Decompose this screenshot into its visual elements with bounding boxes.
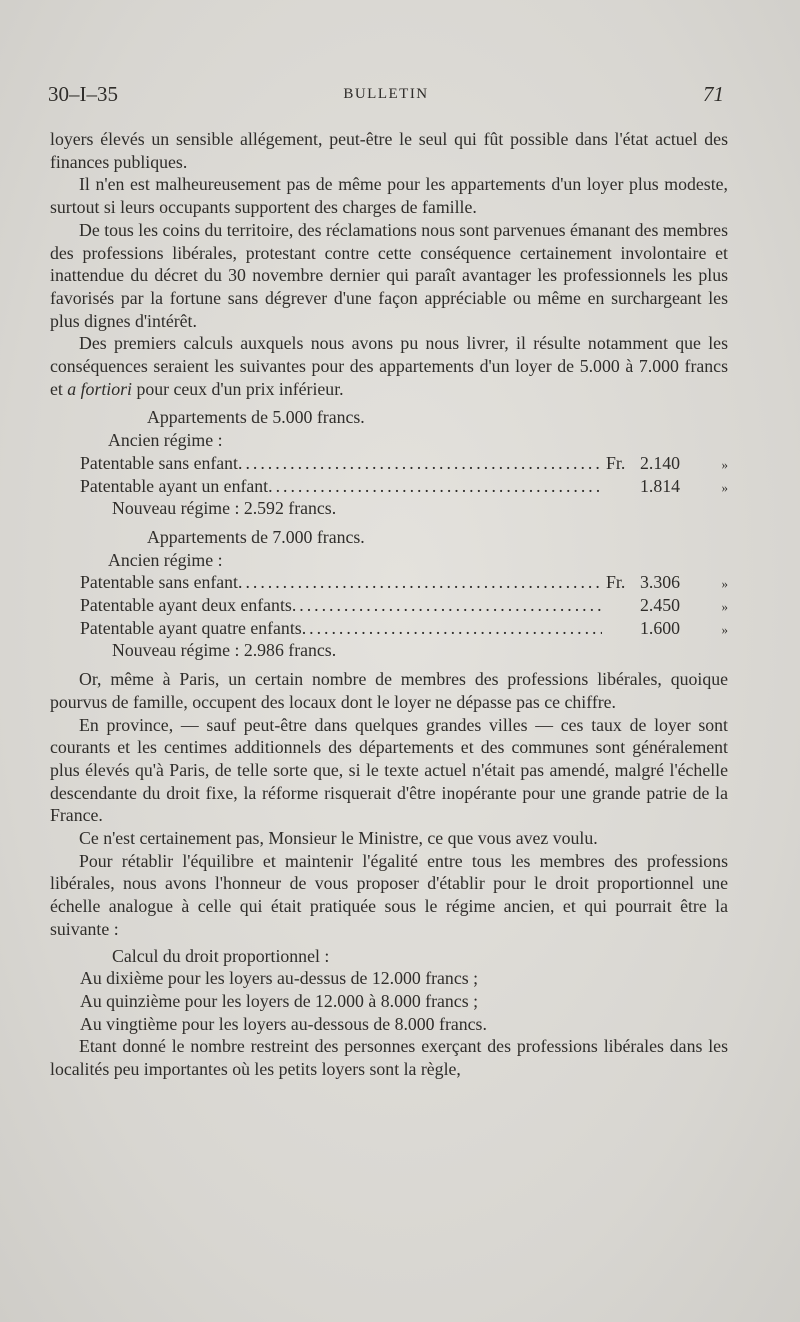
leader-dots	[302, 617, 602, 640]
paragraph-3: De tous les coins du territoire, des réclamations nous sont parvenues émanant des membres des professions libérales, protestant contre cette conséquence certainement involontaire et inattendue du décret du 30 novembre dernier qui paraît avantager les professionnels les plus favorisés par la fortune sans dégrever d'une façon appréciable ou même en surchargeant les plus dignes d'intérêt.	[50, 219, 728, 331]
paragraph-9: Etant donné le nombre restreint des personnes exerçant des professions libérales dans les localités peu importantes où les petits loyers sont la règle,	[50, 1036, 728, 1080]
table-title: Appartements de 5.000 francs.	[147, 407, 365, 428]
nouveau-regime: Nouveau régime : 2.986 francs.	[112, 640, 337, 661]
table-appartements-5000	[50, 406, 728, 519]
row-value: 2.450	[640, 595, 681, 616]
ancien-regime-label: Ancien régime :	[108, 549, 223, 570]
header-date: 30–I–35	[48, 82, 118, 106]
table-row	[50, 617, 728, 640]
page-number: 71	[703, 82, 724, 106]
table-row	[50, 571, 728, 594]
ditto-mark: »	[721, 479, 728, 495]
row-value: 1.600	[640, 617, 681, 638]
calcul-line: Au vingtième pour les loyers au-dessous de 8.000 francs.	[80, 1013, 487, 1034]
paragraph-2: Il n'en est malheureusement pas de même pour les appartements d'un loyer plus modeste, surtout si leurs occupants supportent des charges de famille.	[50, 174, 728, 218]
nouveau-regime: Nouveau régime : 2.592 francs.	[112, 498, 337, 519]
page-header	[48, 82, 724, 108]
currency-prefix: Fr.	[606, 572, 626, 593]
leader-dots	[268, 475, 602, 498]
paragraph-1: loyers élevés un sensible allégement, peut-être le seul qui fût possible dans l'état actuel des finances publiques.	[50, 129, 728, 172]
table-appartements-7000	[50, 526, 728, 662]
table-row	[50, 475, 728, 498]
calcul-line: Au quinzième pour les loyers de 12.000 à 8.000 francs ;	[80, 990, 479, 1011]
emphasis-a-fortiori: a fortiori	[67, 378, 132, 399]
table-row	[50, 452, 728, 475]
row-value: 1.814	[640, 475, 681, 496]
paragraph-4-text-end: pour ceux d'un prix inférieur.	[132, 378, 344, 399]
row-label: Patentable sans enfant	[80, 452, 238, 473]
table-row	[50, 594, 728, 617]
ditto-mark: »	[721, 621, 728, 637]
ancien-regime-label: Ancien régime :	[108, 430, 223, 451]
paragraph-4-text: Des premiers calculs auxquels nous avons pu nous livrer, il résulte notamment que les conséquences seraient les suivantes pour des appartements d'un loyer de 5.000 à 7.000 francs et	[50, 333, 728, 399]
leader-dots	[238, 571, 602, 594]
table-title: Appartements de 7.000 francs.	[147, 526, 365, 547]
page-body	[50, 128, 728, 1081]
header-title: BULLETIN	[343, 86, 429, 102]
ditto-mark: »	[721, 599, 728, 615]
paragraph-6: En province, — sauf peut-être dans quelques grandes villes — ces taux de loyer sont courants et les centimes additionnels des départements et des communes sont généralement plus élevés qu'à Paris, de telle sorte que, si le texte actuel n'était pas amendé, malgré l'échelle descendante du droit fixe, la réforme risquerait d'être inopérante pour une grande patrie de la France.	[50, 714, 728, 826]
paragraph-7: Ce n'est certainement pas, Monsieur le Ministre, ce que vous avez voulu.	[79, 828, 598, 849]
calcul-title: Calcul du droit proportionnel :	[112, 945, 330, 966]
ditto-mark: »	[721, 576, 728, 592]
row-value: 3.306	[640, 572, 681, 593]
row-label: Patentable ayant deux enfants	[80, 595, 292, 616]
currency-prefix: Fr.	[606, 452, 626, 473]
row-label: Patentable sans enfant	[80, 572, 238, 593]
row-label: Patentable ayant quatre enfants	[80, 617, 302, 638]
paragraph-8: Pour rétablir l'équilibre et maintenir l'égalité entre tous les membres des professions libérales, nous avons l'honneur de vous proposer d'établir pour le droit proportionnel une échelle analogue à celle qui était pratiquée sous le régime ancien, et qui pourrait être la suivante :	[50, 850, 728, 939]
paragraph-5: Or, même à Paris, un certain nombre de membres des professions libérales, quoique pourvus de famille, occupent des locaux dont le loyer ne dépasse pas ce chiffre.	[50, 669, 728, 712]
row-label: Patentable ayant un enfant	[80, 475, 269, 496]
calcul-line: Au dixième pour les loyers au-dessus de 12.000 francs ;	[80, 968, 479, 989]
row-value: 2.140	[640, 452, 681, 473]
leader-dots	[292, 594, 602, 617]
leader-dots	[238, 452, 602, 475]
ditto-mark: »	[721, 456, 728, 472]
paragraph-4	[50, 332, 728, 400]
